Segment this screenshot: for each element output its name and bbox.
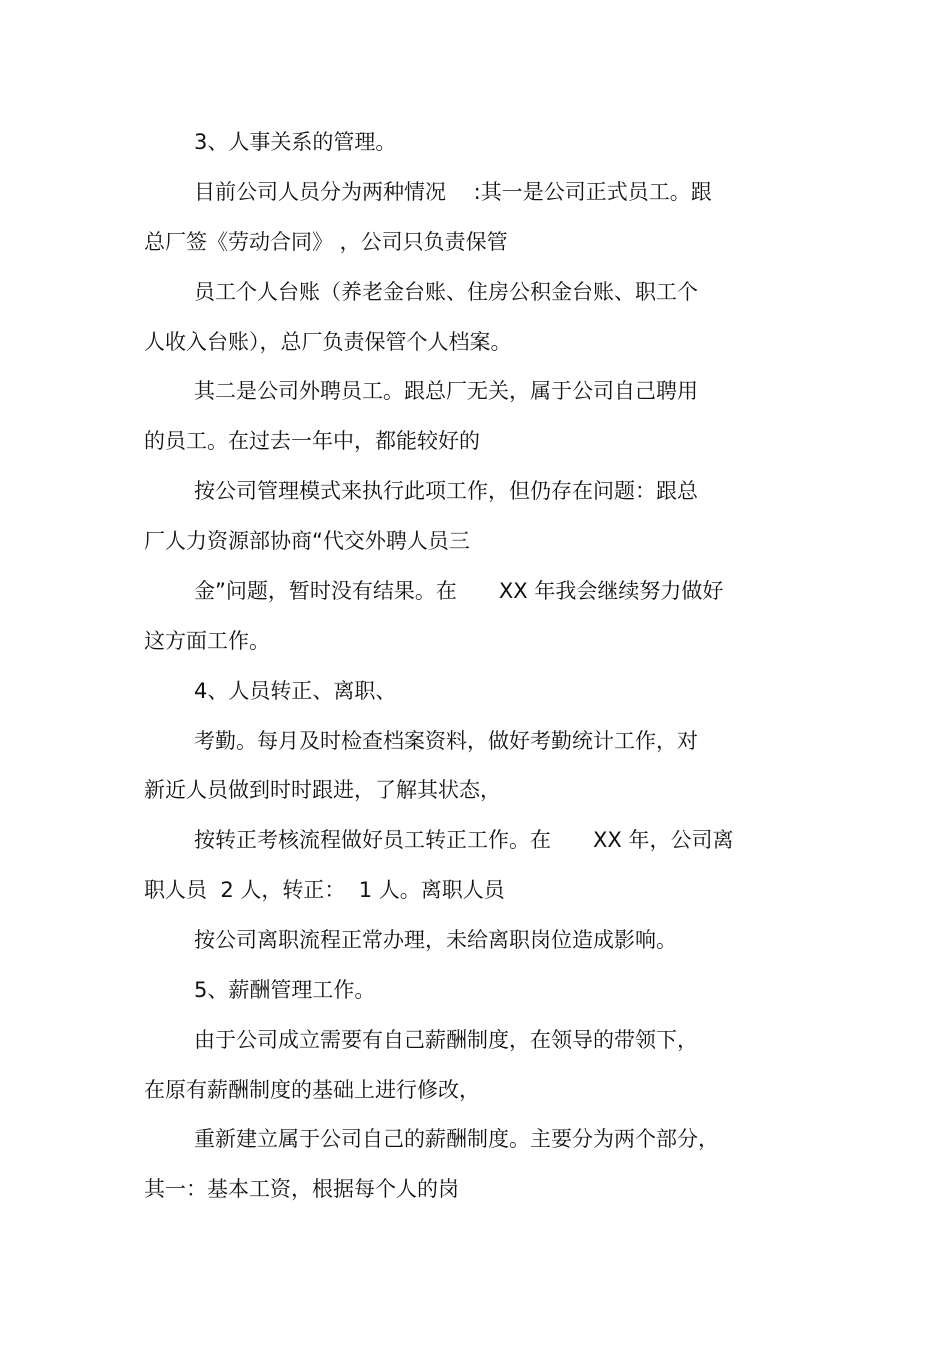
text-line: 其二是公司外聘员工。跟总厂无关，属于公司自己聘用 xyxy=(194,379,698,403)
text-line: 这方面工作。 xyxy=(144,629,270,653)
text-line: 员工个人台账（养老金台账、住房公积金台账、职工个 xyxy=(194,280,698,304)
text-line: 考勤。每月及时检查档案资料，做好考勤统计工作，对 xyxy=(194,729,698,753)
text-line: 5、薪酬管理工作。 xyxy=(194,978,376,1002)
text-line: 其一：基本工资，根据每个人的岗 xyxy=(144,1177,459,1201)
text-line: 在原有薪酬制度的基础上进行修改， xyxy=(144,1078,480,1102)
text-line: 新近人员做到时时跟进，了解其状态， xyxy=(144,778,501,802)
text-line: 按公司管理模式来执行此项工作，但仍存在问题：跟总 xyxy=(194,479,698,503)
text-line: 重新建立属于公司自己的薪酬制度。主要分为两个部分， xyxy=(194,1127,719,1151)
text-line: 按公司离职流程正常办理，未给离职岗位造成影响。 xyxy=(194,928,677,952)
text-line: 目前公司人员分为两种情况 :其一是公司正式员工。跟 xyxy=(194,180,712,204)
text-line: 由于公司成立需要有自己薪酬制度，在领导的带领下， xyxy=(194,1028,698,1052)
text-line: 厂人力资源部协商“代交外聘人员三 xyxy=(144,529,470,553)
text-line: 职人员 2 人，转正： 1 人。离职人员 xyxy=(144,878,505,902)
text-line: 3、人事关系的管理。 xyxy=(194,130,397,154)
text-line: 按转正考核流程做好员工转正工作。在 XX 年，公司离 xyxy=(194,828,734,852)
text-line: 人收入台账），总厂负责保管个人档案。 xyxy=(144,330,512,354)
text-line: 的员工。在过去一年中，都能较好的 xyxy=(144,429,480,453)
text-line: 4、人员转正、离职、 xyxy=(194,679,397,703)
text-line: 金”问题，暂时没有结果。在 XX 年我会继续努力做好 xyxy=(194,579,724,603)
text-line: 总厂签《劳动合同》 ，公司只负责保管 xyxy=(144,230,508,254)
